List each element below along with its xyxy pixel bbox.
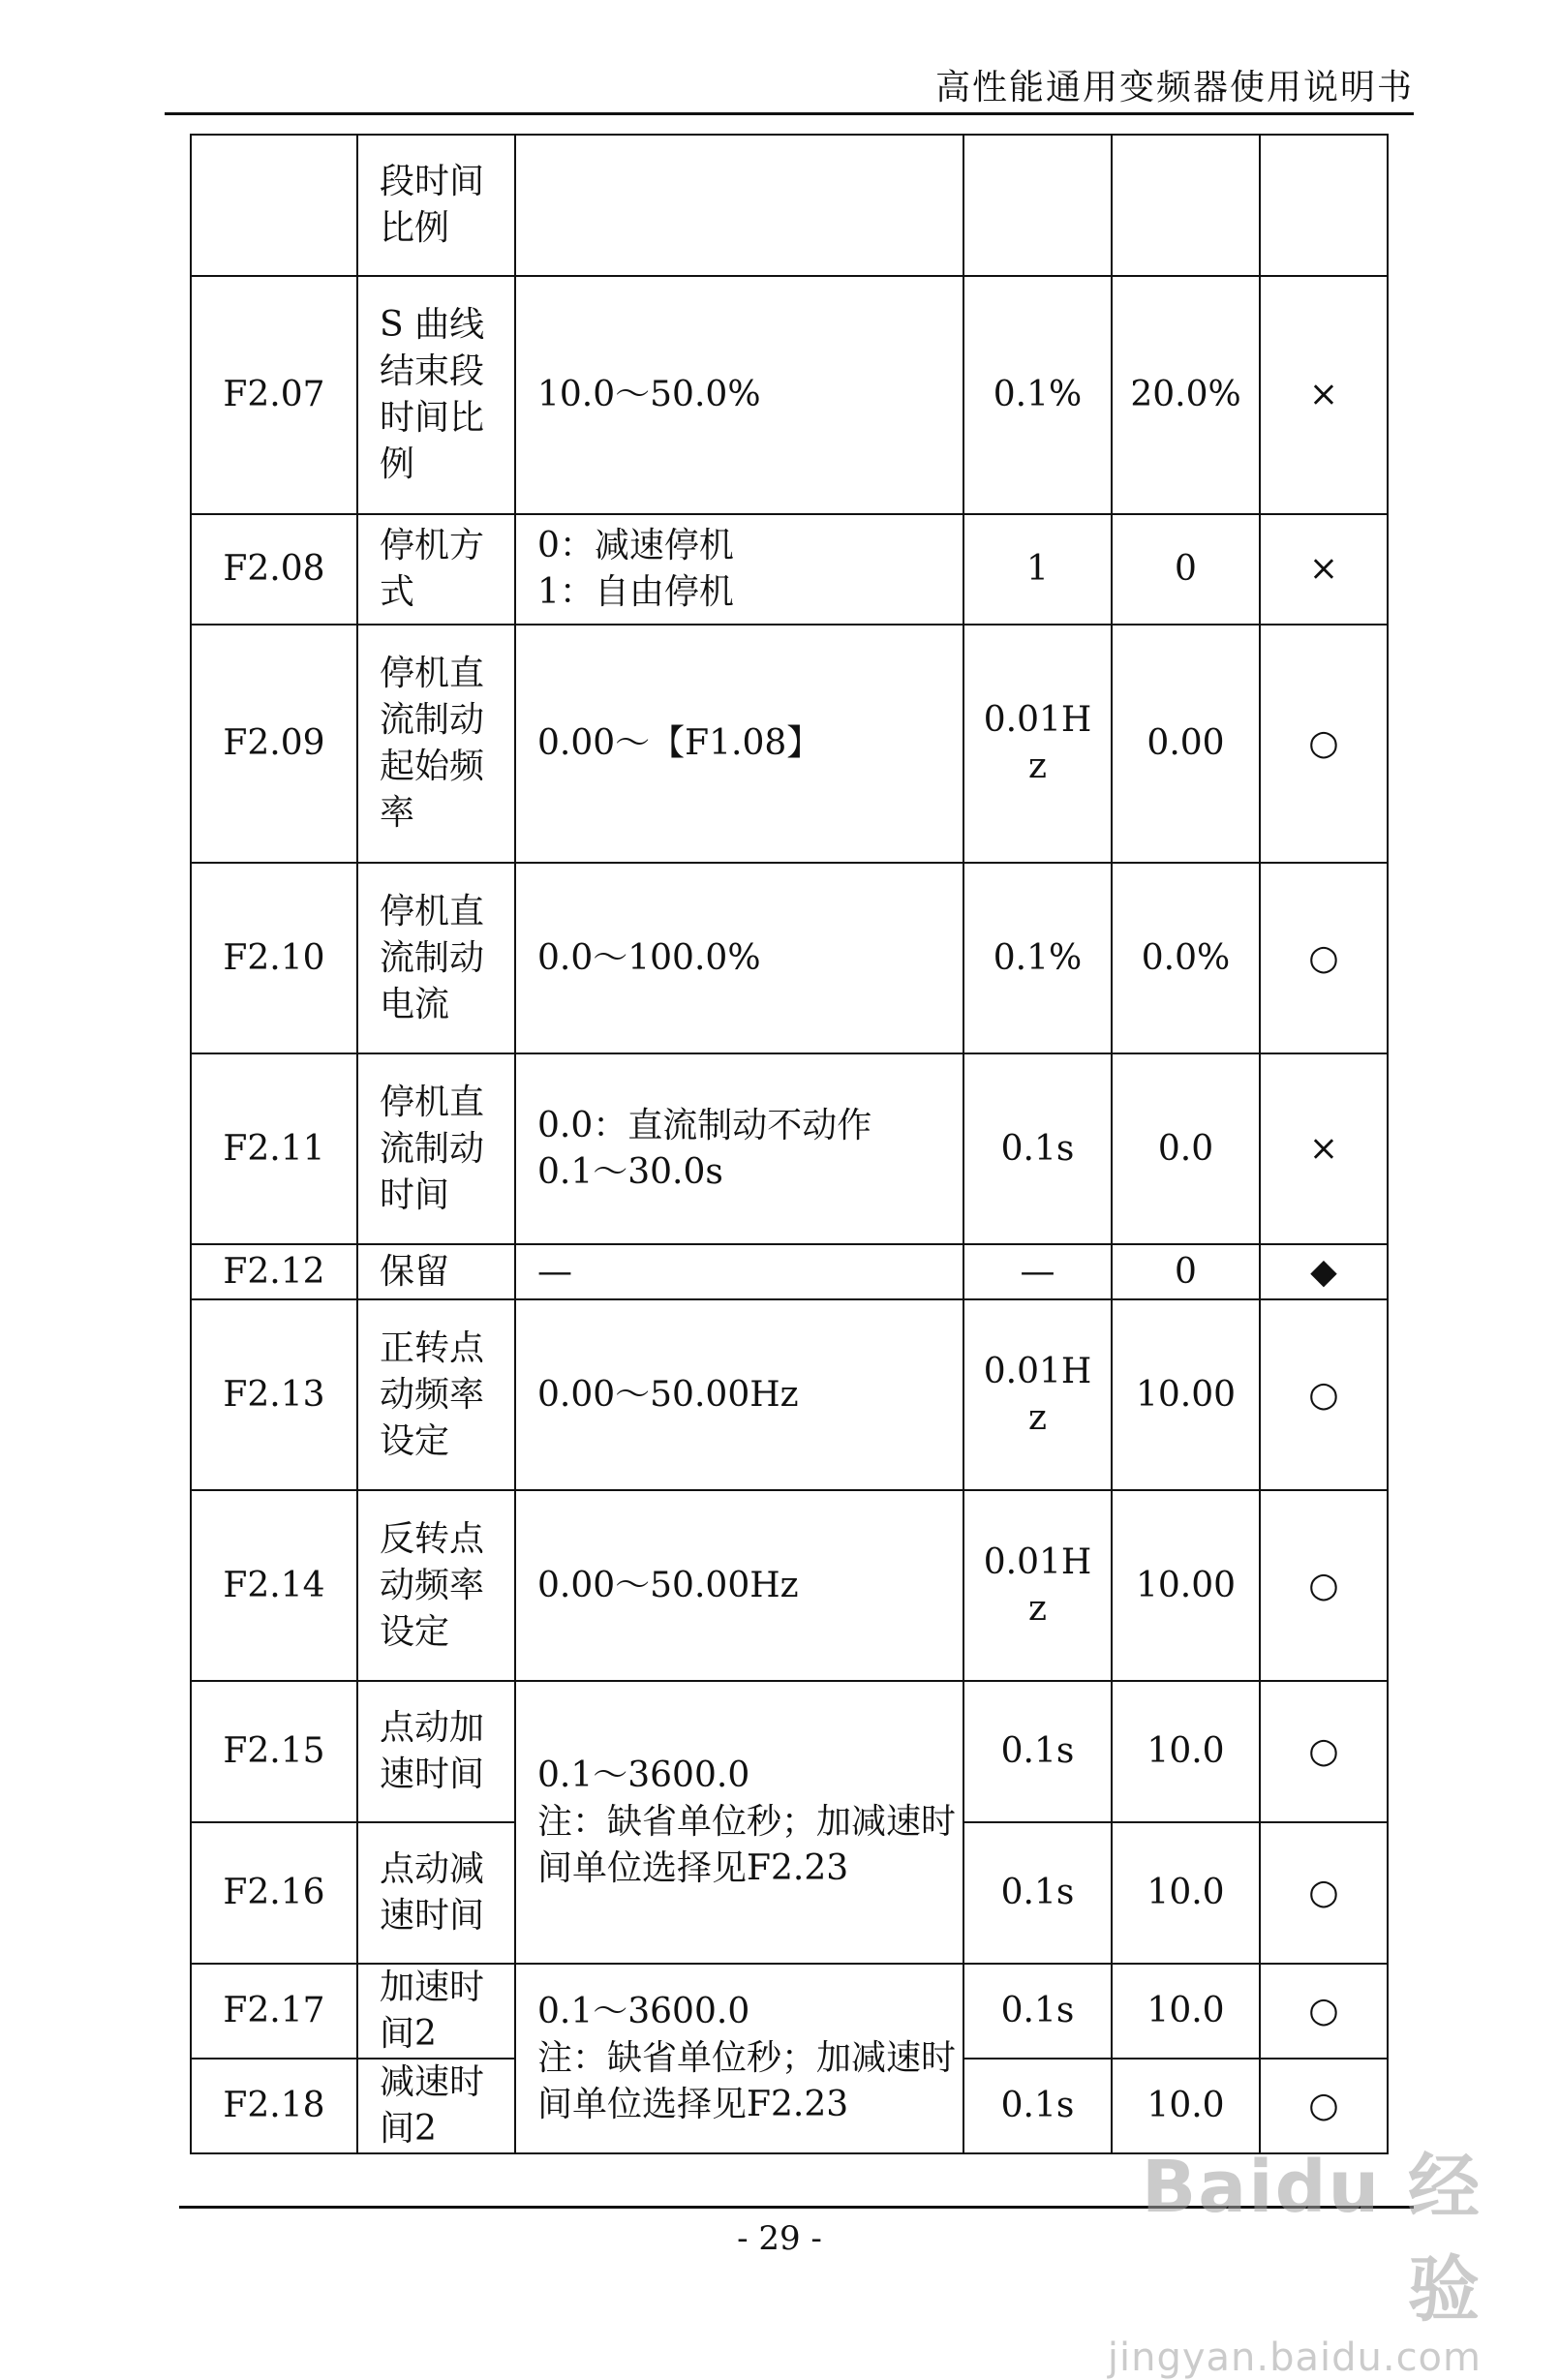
param-unit: 0.1% bbox=[963, 863, 1112, 1053]
param-range: 0.00～【F1.08】 bbox=[515, 625, 963, 863]
param-default: 20.0% bbox=[1112, 276, 1260, 514]
param-code: F2.09 bbox=[191, 625, 357, 863]
param-name: 加速时间2 bbox=[357, 1964, 515, 2059]
param-attr: × bbox=[1260, 514, 1388, 625]
param-attr: ○ bbox=[1260, 863, 1388, 1053]
param-attr: ○ bbox=[1260, 1964, 1388, 2059]
param-code: F2.18 bbox=[191, 2059, 357, 2153]
baidu-jingyan-watermark bbox=[1075, 2130, 1482, 2380]
param-name: S 曲线结束段时间比例 bbox=[357, 276, 515, 514]
range-note: 注：缺省单位秒；加减速时间单位选择见F2.23 bbox=[537, 1802, 957, 1888]
param-unit: 0.1s bbox=[963, 1964, 1112, 2059]
param-default: 10.00 bbox=[1112, 1299, 1260, 1490]
param-attr: ○ bbox=[1260, 1299, 1388, 1490]
param-attr: ◆ bbox=[1260, 1244, 1388, 1299]
param-code bbox=[191, 135, 357, 276]
table-row bbox=[191, 276, 1388, 514]
param-name: 停机方式 bbox=[357, 514, 515, 625]
param-unit: 0.1s bbox=[963, 2059, 1112, 2153]
watermark-url: jingyan.baidu.com bbox=[1107, 2335, 1482, 2380]
param-code: F2.14 bbox=[191, 1490, 357, 1681]
range-line: 0.1～3600.0 bbox=[537, 1992, 750, 2031]
param-code: F2.10 bbox=[191, 863, 357, 1053]
param-attr: ○ bbox=[1260, 1490, 1388, 1681]
range-line: 0.1～3600.0 bbox=[537, 1755, 750, 1795]
range-line: 0.1～30.0s bbox=[537, 1151, 723, 1192]
param-default: 10.0 bbox=[1112, 1964, 1260, 2059]
table-row bbox=[191, 1053, 1388, 1244]
param-code: F2.11 bbox=[191, 1053, 357, 1244]
header-rule bbox=[165, 112, 1414, 115]
param-default: 10.00 bbox=[1112, 1490, 1260, 1681]
param-name: 点动减速时间 bbox=[357, 1822, 515, 1964]
param-code: F2.07 bbox=[191, 276, 357, 514]
param-name: 段时间比例 bbox=[357, 135, 515, 276]
param-code: F2.08 bbox=[191, 514, 357, 625]
param-unit: — bbox=[963, 1244, 1112, 1299]
param-unit: 0.1s bbox=[963, 1681, 1112, 1822]
param-default: 10.0 bbox=[1112, 1681, 1260, 1822]
param-range: 0.00～50.00Hz bbox=[515, 1490, 963, 1681]
param-name: 停机直流制动起始频率 bbox=[357, 625, 515, 863]
param-unit: 1 bbox=[963, 514, 1112, 625]
param-attr: × bbox=[1260, 1053, 1388, 1244]
param-unit bbox=[963, 135, 1112, 276]
param-default: 0 bbox=[1112, 514, 1260, 625]
param-name: 反转点动频率设定 bbox=[357, 1490, 515, 1681]
range-line: 0.0：直流制动不动作 bbox=[537, 1105, 872, 1145]
param-range bbox=[515, 514, 963, 625]
param-range: 0.00～50.00Hz bbox=[515, 1299, 963, 1490]
param-default: 0.0% bbox=[1112, 863, 1260, 1053]
param-code: F2.13 bbox=[191, 1299, 357, 1490]
param-unit: 0.01Hz bbox=[963, 625, 1112, 863]
param-unit: 0.1s bbox=[963, 1053, 1112, 1244]
param-unit: 0.1% bbox=[963, 276, 1112, 514]
param-code: F2.16 bbox=[191, 1822, 357, 1964]
table-row bbox=[191, 1244, 1388, 1299]
param-attr: ○ bbox=[1260, 1822, 1388, 1964]
param-range bbox=[515, 1964, 963, 2153]
table-row bbox=[191, 863, 1388, 1053]
param-unit: 0.1s bbox=[963, 1822, 1112, 1964]
range-line: 1：自由停机 bbox=[537, 572, 734, 612]
parameter-table bbox=[190, 134, 1389, 2154]
param-attr: ○ bbox=[1260, 2059, 1388, 2153]
param-attr: ○ bbox=[1260, 1681, 1388, 1822]
param-attr bbox=[1260, 135, 1388, 276]
param-default: 10.0 bbox=[1112, 1822, 1260, 1964]
range-line: 0：减速停机 bbox=[537, 526, 734, 565]
param-default: 0.00 bbox=[1112, 625, 1260, 863]
param-attr: ○ bbox=[1260, 625, 1388, 863]
table-row bbox=[191, 514, 1388, 625]
param-code: F2.12 bbox=[191, 1244, 357, 1299]
param-default: 10.0 bbox=[1112, 2059, 1260, 2153]
table-row bbox=[191, 1681, 1388, 1822]
param-name: 停机直流制动时间 bbox=[357, 1053, 515, 1244]
param-unit: 0.01Hz bbox=[963, 1490, 1112, 1681]
param-name: 点动加速时间 bbox=[357, 1681, 515, 1822]
range-note: 注：缺省单位秒；加减速时间单位选择见F2.23 bbox=[537, 2038, 957, 2124]
param-name: 停机直流制动电流 bbox=[357, 863, 515, 1053]
param-unit: 0.01Hz bbox=[963, 1299, 1112, 1490]
param-range bbox=[515, 1053, 963, 1244]
param-default: 0 bbox=[1112, 1244, 1260, 1299]
param-default bbox=[1112, 135, 1260, 276]
watermark-brand: Baidu 经验 bbox=[1141, 2146, 1482, 2332]
param-code: F2.17 bbox=[191, 1964, 357, 2059]
param-name: 保留 bbox=[357, 1244, 515, 1299]
table-row bbox=[191, 1490, 1388, 1681]
header-title: 高性能通用变频器使用说明书 bbox=[934, 68, 1414, 107]
table-row bbox=[191, 1299, 1388, 1490]
param-range: 0.0～100.0% bbox=[515, 863, 963, 1053]
param-range bbox=[515, 1681, 963, 1964]
param-name: 正转点动频率设定 bbox=[357, 1299, 515, 1490]
param-default: 0.0 bbox=[1112, 1053, 1260, 1244]
param-code: F2.15 bbox=[191, 1681, 357, 1822]
param-range bbox=[515, 135, 963, 276]
param-attr: × bbox=[1260, 276, 1388, 514]
table-row bbox=[191, 135, 1388, 276]
table-row bbox=[191, 625, 1388, 863]
page-number: - 29 - bbox=[737, 2219, 822, 2258]
param-name: 减速时间2 bbox=[357, 2059, 515, 2153]
table-row bbox=[191, 1964, 1388, 2059]
param-range: 10.0～50.0% bbox=[515, 276, 963, 514]
param-range: — bbox=[515, 1244, 963, 1299]
